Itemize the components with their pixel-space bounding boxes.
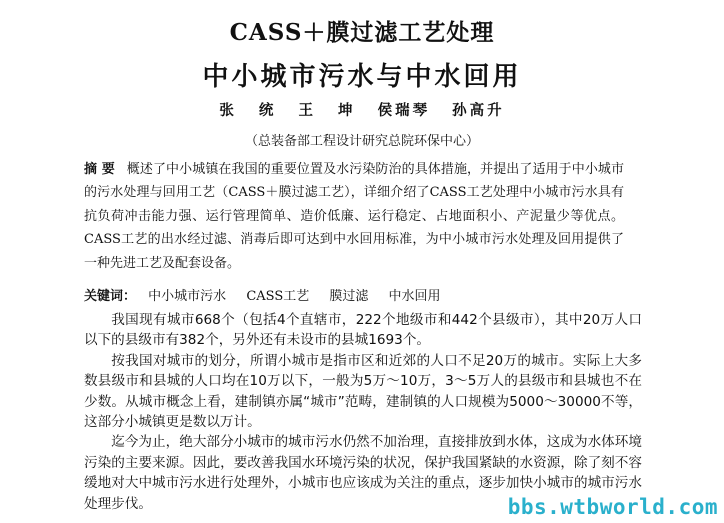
keyword: 膜过滤: [329, 289, 369, 304]
body-paragraph: 我国现有城市668个（包括4个直辖市，222个地级市和442个县级市），其中20万人口以下的县级市有382个，另外还有未设市的县城1693个。: [84, 312, 642, 349]
keyword: 中小城市污水: [148, 289, 227, 304]
abstract-text: 概述了中小城镇在我国的重要位置及水污染防治的具体措施，并提出了适用于中小城市的污水处理与回用工艺（CASS＋膜过滤工艺），详细介绍了CASS工艺处理中小城市污水具有抗负荷冲击能力强、运行管理简单、造价低廉、运行稳定、占地面积小、产泥量少等优点。CASS工艺的出水经过滤、消毒后即可达到中水回用标准，为中小城市污水处理及回用提供了一种先进工艺及配套设备。: [84, 162, 624, 271]
keywords-label: 关键词：: [84, 289, 137, 304]
title-line-1: CASS＋膜过滤工艺处理: [229, 19, 495, 46]
author-name: 侯瑞琴: [377, 102, 431, 119]
author-list: [0, 99, 724, 120]
abstract: [84, 158, 624, 275]
abstract-label: 摘 要: [84, 162, 115, 177]
keywords: [84, 286, 644, 308]
watermark: bbs.wtbworld.com: [507, 495, 718, 519]
keyword: CASS工艺: [246, 289, 310, 304]
author-name: 孙高升: [452, 102, 505, 119]
body-text: [84, 310, 642, 514]
keyword: 中水回用: [388, 289, 441, 304]
author-name: 张 统: [219, 102, 277, 119]
body-paragraph: 迄今为止，绝大部分小城市的城市污水仍然不加治理，直接排放到水体，这成为水体环境污染的主要来源。因此，要改善我国水环境污染的状况，保护我国紧缺的水资源，除了刻不容缓地对大中城市污水进行处理外，小城市也应该成为关注的重点，逐步加快小城市的城市污水处理步伐。: [84, 434, 642, 512]
body-paragraph: 按我国对城市的划分，所谓小城市是指市区和近郊的人口不足20万的城市。实际上大多数县级市和县城的人口均在10万以下，一般为5万～10万，3～5万人的县级市和县城也不在少数。从城市概念上看，建制镇亦属“城市”范畴，建制镇的人口规模为5000～30000不等，这部分小城镇更是数以万计。: [84, 352, 642, 431]
title-line-2: 中小城市污水与中水回用: [202, 62, 522, 92]
affiliation: （总装备部工程设计研究总院环保中心）: [244, 134, 479, 149]
author-name: 王 坤: [298, 102, 356, 119]
